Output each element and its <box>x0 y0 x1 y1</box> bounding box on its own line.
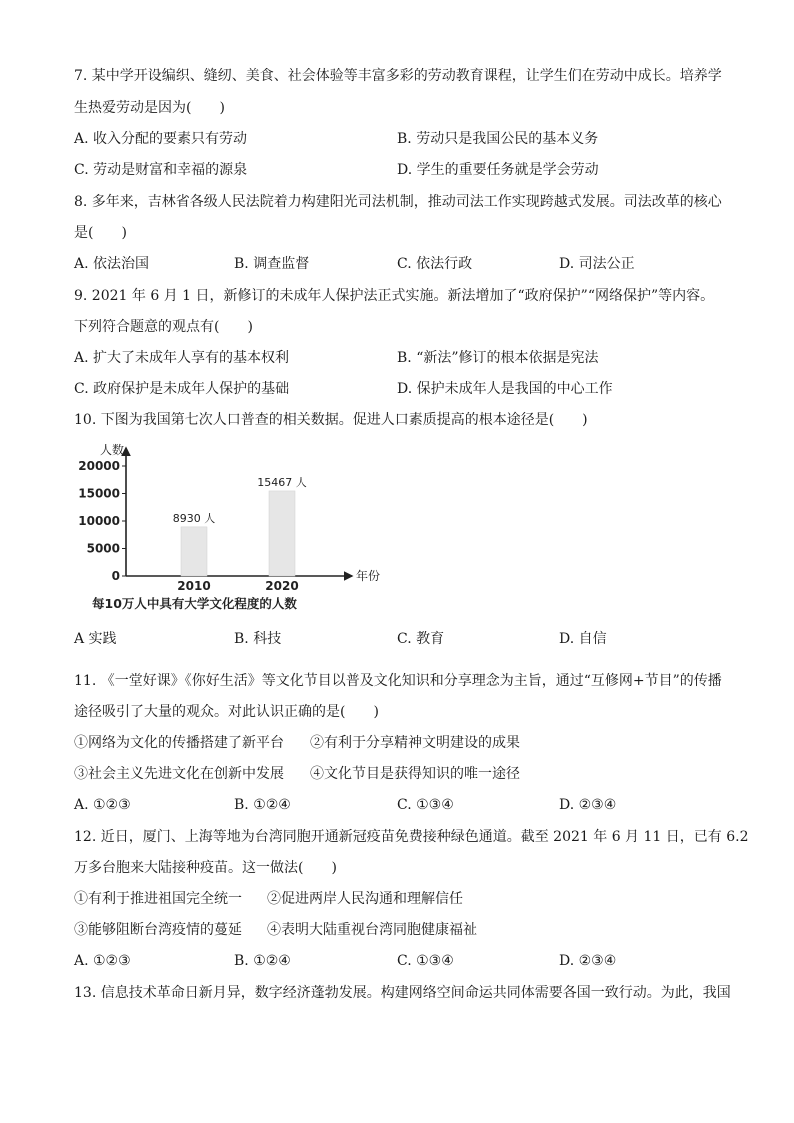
x-tick-label-2010: 2010 <box>177 579 211 593</box>
bar-2020 <box>269 491 295 576</box>
q7-stem-line-1: 7. 某中学开设编织、缝纫、美食、社会体验等丰富多彩的劳动教育课程，让学生们在劳动中成长。培养学 <box>74 68 722 84</box>
data-label-2020: 15467 人 <box>257 475 307 489</box>
q11-option-a: A. ①②③ <box>74 797 131 813</box>
q11-item-3: ③社会主义先进文化在创新中发展 <box>74 766 284 782</box>
q9-stem-line-1: 9. 2021 年 6 月 1 日，新修订的未成年人保护法正式实施。新法增加了“政府保护”“网络保护”等内容。 <box>74 288 715 304</box>
q7-option-b: B. 劳动只是我国公民的基本义务 <box>397 131 599 147</box>
q9-option-a: A. 扩大了未成年人享有的基本权利 <box>74 350 290 366</box>
y-axis-label: 人数 <box>99 443 124 457</box>
q11-option-b: B. ①②④ <box>234 797 291 813</box>
q12-stem-line-1: 12. 近日，厦门、上海等地为台湾同胞开通新冠疫苗免费接种绿色通道。截至 2021 年 6 月 11 日，已有 6.2 <box>74 829 749 845</box>
q11-stem-line-2: 途径吸引了大量的观众。对此认识正确的是( ) <box>74 704 379 720</box>
q12-stem-line-2: 万多台胞来大陆接种疫苗。这一做法( ) <box>74 860 337 876</box>
q12-item-2: ②促进两岸人民沟通和理解信任 <box>267 891 463 907</box>
chart-caption: 每10万人中具有大学文化程度的人数 <box>92 596 297 611</box>
q7-stem-line-2: 生热爱劳动是因为( ) <box>74 100 225 116</box>
q10-option-d: D. 自信 <box>559 631 607 647</box>
q12-item-3: ③能够阻断台湾疫情的蔓延 <box>74 922 242 938</box>
q9-option-b: B. “新法”修订的根本依据是宪法 <box>397 350 599 366</box>
x-axis-label: 年份 <box>356 569 381 583</box>
q10-option-c: C. 教育 <box>397 631 445 647</box>
q10-stem-line-1: 10. 下图为我国第七次人口普查的相关数据。促进人口素质提高的根本途径是( ) <box>74 412 588 428</box>
y-tick-label: 0 <box>111 569 120 583</box>
q12-option-a: A. ①②③ <box>74 953 131 969</box>
q9-option-d: D. 保护未成年人是我国的中心工作 <box>397 381 613 397</box>
q12-item-4: ④表明大陆重视台湾同胞健康福祉 <box>267 922 477 938</box>
bar-2010 <box>181 527 207 576</box>
y-tick-label: 10000 <box>78 514 120 528</box>
q8-option-c: C. 依法行政 <box>397 256 473 272</box>
q10-option-b: B. 科技 <box>234 631 282 647</box>
y-tick-label: 15000 <box>78 486 120 501</box>
q11-item-4: ④文化节目是获得知识的唯一途径 <box>310 766 520 782</box>
q12-option-c: C. ①③④ <box>397 953 454 969</box>
q7-option-d: D. 学生的重要任务就是学会劳动 <box>397 162 599 178</box>
q7-option-c: C. 劳动是财富和幸福的源泉 <box>74 162 248 178</box>
y-tick-label: 5000 <box>86 541 120 556</box>
q12-option-d: D. ②③④ <box>559 953 617 969</box>
q13-stem-line-1: 13. 信息技术革命日新月异，数字经济蓬勃发展。构建网络空间命运共同体需要各国一致行动。为此，我国 <box>74 985 731 1001</box>
q8-stem-line-2: 是( ) <box>74 225 127 241</box>
data-label-2010: 8930 人 <box>172 511 216 525</box>
q11-option-c: C. ①③④ <box>397 797 454 813</box>
q9-stem-line-2: 下列符合题意的观点有( ) <box>74 319 253 335</box>
q8-option-d: D. 司法公正 <box>559 256 635 272</box>
q8-stem-line-1: 8. 多年来，吉林省各级人民法院着力构建阳光司法机制，推动司法工作实现跨越式发展。司法改革的核心 <box>74 194 722 210</box>
q11-item-1: ①网络为文化的传播搭建了新平台 <box>74 735 284 751</box>
q8-option-b: B. 调查监督 <box>234 256 310 272</box>
q12-option-b: B. ①②④ <box>234 953 291 969</box>
q11-stem-line-1: 11. 《一堂好课》《你好生活》等文化节目以普及文化知识和分享理念为主旨，通过“互修网+节目”的传播 <box>74 673 722 689</box>
y-tick-label: 20000 <box>78 459 120 473</box>
q8-option-a: A. 依法治国 <box>74 256 150 272</box>
census-bar-chart <box>70 438 390 618</box>
q11-option-d: D. ②③④ <box>559 797 617 813</box>
q12-item-1: ①有利于推进祖国完全统一 <box>74 891 242 907</box>
q11-item-2: ②有利于分享精神文明建设的成果 <box>310 735 520 751</box>
q9-option-c: C. 政府保护是未成年人保护的基础 <box>74 381 290 397</box>
x-tick-label-2020: 2020 <box>265 579 299 593</box>
q7-option-a: A. 收入分配的要素只有劳动 <box>74 131 248 147</box>
q10-option-a: A 实践 <box>74 631 117 647</box>
